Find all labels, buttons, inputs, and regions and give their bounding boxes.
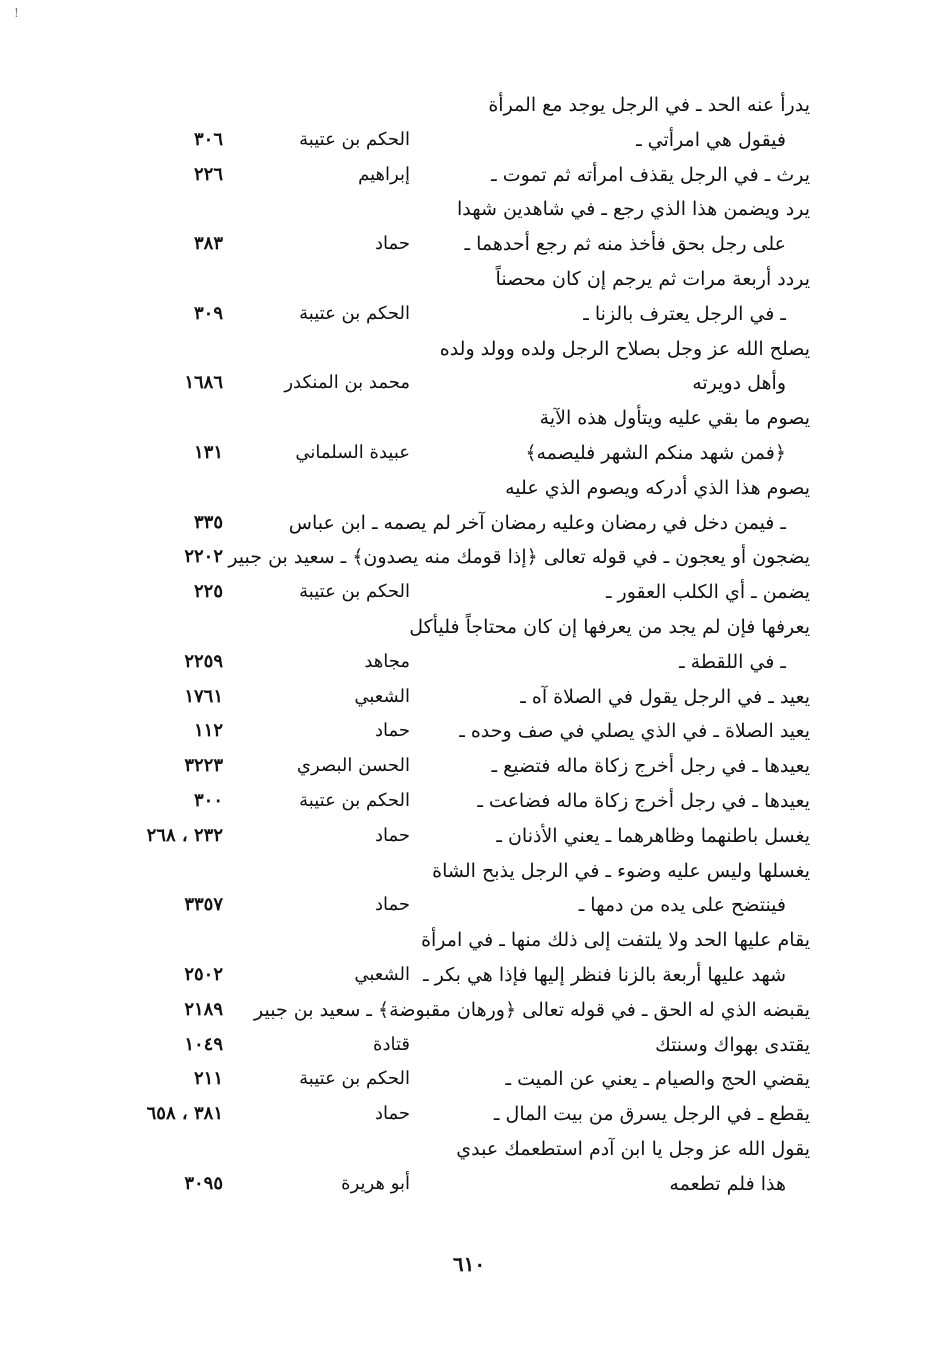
entry-text: يصوم ما بقي عليه ويتأول هذه الآية	[539, 407, 810, 430]
index-entry	[0, 123, 938, 157]
entry-text: يقام عليها الحد ولا يلتفت إلى ذلك منها ـ في امرأة	[421, 929, 810, 952]
index-entry	[0, 332, 938, 366]
entry-narrator: قتادة	[373, 1033, 410, 1055]
index-entry	[0, 819, 938, 853]
entry-reference-number: ٣٣٥	[193, 511, 223, 533]
entry-reference-number: ٢٢٦	[193, 163, 223, 185]
entry-text: يقبضه الذي له الحق ـ في قوله تعالى ﴿ورهان مقبوضة﴾ ـ سعيد بن جبير	[254, 998, 810, 1021]
index-entry	[0, 888, 938, 922]
index-entry	[0, 680, 938, 714]
entry-narrator: الحكم بن عتيبة	[299, 302, 410, 324]
entry-text: يعيدها ـ في رجل أخرج زكاة ماله فضاعت ـ	[477, 790, 810, 812]
index-entry	[0, 158, 938, 192]
entry-text: يعيد ـ في الرجل يقول في الصلاة آه ـ	[520, 685, 810, 708]
entry-text: فينتضح على يده من دمها ـ	[578, 894, 786, 917]
index-entry	[0, 714, 938, 748]
index-entry	[0, 471, 938, 505]
entry-text: يردد أربعة مرات ثم يرجم إن كان محصناً	[495, 268, 810, 290]
entry-reference-number: ٢٥٠٢	[184, 964, 223, 985]
entry-reference-number: ١٦٨٦	[184, 372, 223, 394]
entry-text: شهد عليها أربعة بالزنا فنظر إليها فإذا هي بكر ـ	[423, 964, 786, 986]
entry-reference-number: ٢٢٥٩	[184, 650, 223, 672]
corner-mark: !	[14, 6, 19, 20]
entry-text: ـ فيمن دخل في رمضان وعليه رمضان آخر لم يصمه ـ ابن عباس	[288, 511, 786, 534]
entry-reference-number: ٣٣٥٧	[184, 894, 223, 916]
entry-narrator: الحكم بن عتيبة	[299, 128, 410, 150]
index-entry	[0, 436, 938, 470]
entry-reference-number: ٣٢٢٣	[184, 755, 223, 777]
entry-reference-number: ١٠٤٩	[184, 1033, 223, 1055]
index-entry	[0, 540, 938, 574]
entry-reference-number: ٣٠٩٥	[184, 1172, 223, 1194]
index-entry	[0, 401, 938, 435]
index-entry	[0, 366, 938, 400]
entry-text: يعيد الصلاة ـ في الذي يصلي في صف وحده ـ	[459, 720, 810, 743]
index-entry	[0, 958, 938, 992]
page-number: ٦١٠	[452, 1252, 486, 1276]
entry-reference-number: ٢١١	[193, 1068, 223, 1090]
entry-reference-number: ٢٢٥	[193, 581, 223, 603]
index-entry	[0, 1132, 938, 1166]
index-entry	[0, 1028, 938, 1062]
index-entry	[0, 192, 938, 226]
entry-narrator: الحكم بن عتيبة	[299, 581, 410, 603]
entry-narrator: حماد	[374, 894, 410, 916]
entry-text: يعرفها فإن لم يجد من يعرفها إن كان محتاجاً فليأكل	[409, 616, 810, 638]
entry-text: يعيدها ـ في رجل أخرج زكاة ماله فتضيع ـ	[491, 755, 810, 778]
index-entry	[0, 297, 938, 331]
entry-text: على رجل بحق فأخذ منه ثم رجع أحدهما ـ	[464, 233, 786, 256]
index-entry	[0, 645, 938, 679]
entry-narrator: حماد	[374, 720, 410, 742]
index-entry	[0, 575, 938, 609]
entry-text: ﴿فمن شهد منكم الشهر فليصمه﴾	[525, 442, 786, 464]
entry-narrator: أبو هريرة	[341, 1172, 410, 1194]
entry-narrator: حماد	[374, 824, 410, 846]
entry-reference-number: ٣٠٩	[193, 302, 223, 324]
entry-narrator: إبراهيم	[358, 163, 410, 185]
entry-text: يغسل باطنهما وظاهرهما ـ يعني الأذنان ـ	[496, 824, 810, 847]
entry-reference-number: ١٧٦١	[184, 685, 223, 707]
entry-text: يغسلها وليس عليه وضوء ـ في الرجل يذبح الشاة	[432, 859, 810, 882]
entry-text: وأهل دويرته	[692, 372, 786, 395]
entry-reference-number: ٣٨٣	[193, 233, 223, 255]
entry-text: يرد ويضمن هذا الذي رجع ـ في شاهدين شهدا	[456, 198, 810, 221]
entry-text: يقطع ـ في الرجل يسرق من بيت المال ـ	[493, 1103, 810, 1126]
entry-text: ـ في اللقطة ـ	[679, 650, 786, 673]
entry-narrator: الحكم بن عتيبة	[299, 790, 410, 811]
entry-narrator: الشعبي	[354, 685, 410, 707]
entry-reference-number: ٢٣٢ ، ٢٦٨	[146, 824, 223, 846]
entry-reference-number: ٣٠٦	[193, 128, 223, 150]
index-entry	[0, 923, 938, 957]
entry-reference-number: ٣٨١ ، ٦٥٨	[146, 1103, 223, 1125]
entry-narrator: عبيدة السلماني	[295, 442, 410, 463]
entry-narrator: الشعبي	[354, 964, 410, 985]
index-entry	[0, 1097, 938, 1131]
entry-text: ـ في الرجل يعترف بالزنا ـ	[583, 302, 786, 325]
entry-reference-number: ٢١٨٩	[184, 998, 223, 1020]
entry-narrator: محمد بن المنكدر	[284, 372, 410, 394]
entry-reference-number: ١١٢	[193, 720, 223, 742]
index-entry	[0, 749, 938, 783]
entry-text: يصلح الله عز وجل بصلاح الرجل ولده وولد ولده	[439, 337, 810, 360]
entry-text: فيقول هي امرأتي ـ	[636, 128, 786, 151]
entry-narrator: الحكم بن عتيبة	[299, 1068, 410, 1090]
index-entry	[0, 1062, 938, 1096]
entry-reference-number: ١٣١	[193, 442, 223, 463]
entry-narrator: حماد	[374, 1103, 410, 1125]
index-entry	[0, 506, 938, 540]
index-entry	[0, 993, 938, 1027]
entry-reference-number: ٣٠٠	[193, 790, 223, 811]
index-entry	[0, 784, 938, 818]
entry-text: يضجون أو يعجون ـ في قوله تعالى ﴿إذا قومك منه يصدون﴾ ـ سعيد بن جبير	[228, 546, 810, 569]
entry-text: يقضي الحج والصيام ـ يعني عن الميت ـ	[505, 1068, 810, 1091]
entry-narrator: الحسن البصري	[296, 755, 410, 777]
entry-text: يقول الله عز وجل يا ابن آدم استطعمك عبدي	[456, 1138, 810, 1160]
entry-text: يدرأ عنه الحد ـ في الرجل يوجد مع المرأة	[488, 94, 810, 116]
index-entry	[0, 854, 938, 888]
index-entry	[0, 1167, 938, 1201]
entry-text: هذا فلم تطعمه	[669, 1172, 786, 1195]
index-entry	[0, 88, 938, 122]
index-entry	[0, 262, 938, 296]
entry-reference-number: ٢٢٠٢	[184, 546, 223, 568]
entry-text: يقتدى بهواك وسنتك	[655, 1033, 810, 1056]
entry-text: يضمن ـ أي الكلب العقور ـ	[605, 581, 810, 604]
index-entry	[0, 610, 938, 644]
entry-narrator: حماد	[374, 233, 410, 255]
entry-text: يرث ـ في الرجل يقذف امرأته ثم تموت ـ	[491, 163, 810, 186]
entry-narrator: مجاهد	[364, 650, 410, 672]
index-entry	[0, 227, 938, 261]
entry-text: يصوم هذا الذي أدركه ويصوم الذي عليه	[505, 476, 810, 499]
